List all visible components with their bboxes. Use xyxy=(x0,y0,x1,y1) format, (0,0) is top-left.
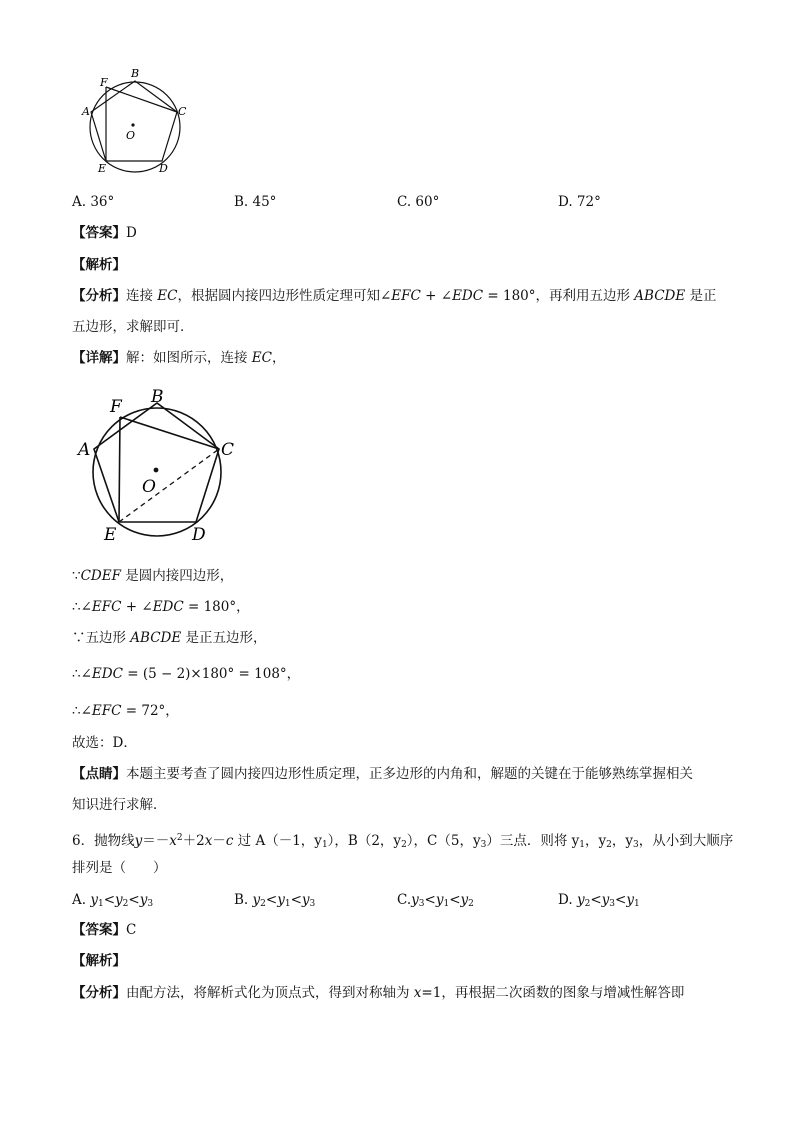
step-3: ∵五边形 ABCDE 是正五边形， xyxy=(72,630,267,646)
fenxi-line-2: 五边形，求解即可． xyxy=(72,319,194,335)
step-6: 故选：D． xyxy=(72,735,137,751)
label-b: B xyxy=(131,67,140,80)
pentagon-figure-large xyxy=(72,382,252,547)
label-b: B xyxy=(151,387,164,407)
label-d: D xyxy=(159,162,168,175)
q6-stem-line-1: 6．抛物线$y=-x^2+2x-c$ 过 A（－1，$y_1$），B（2，$y_2$），C（5，$y_3$）三点．则将 $y_1$，$y_2$，$y_3$，从小到大顺序 xyxy=(72,833,734,850)
option-c[interactable]: C. 60° xyxy=(397,194,440,210)
answer-line: 【答案】D xyxy=(72,225,137,241)
xiangjie-line: 【详解】解：如图所示，连接 EC， xyxy=(72,350,286,366)
label-o: O xyxy=(142,477,156,497)
pentagon-figure-small xyxy=(78,64,198,179)
label-e: E xyxy=(98,162,107,175)
analysis-heading: 【解析】 xyxy=(72,257,126,273)
label-f: F xyxy=(110,397,122,417)
q6-answer-line: 【答案】C xyxy=(72,922,137,938)
label-c: C xyxy=(178,105,187,118)
label-f: F xyxy=(100,76,108,89)
label-a: A xyxy=(82,105,90,118)
step-5: ∴∠EFC = 72°， xyxy=(72,703,179,719)
option-b[interactable]: B. 45° xyxy=(234,194,277,210)
segment-fc xyxy=(106,87,177,112)
q6-option-b[interactable]: B. $y_2<y_1<y_3$ xyxy=(234,892,316,909)
label-o: O xyxy=(126,129,136,142)
segment-ec-dashed xyxy=(119,449,219,522)
center-point xyxy=(154,468,159,473)
fenxi-line-1: 【分析】连接 EC，根据圆内接四边形性质定理可知∠EFC + ∠EDC = 180°，再利用五边形 ABCDE 是正 xyxy=(72,288,717,304)
label-e: E xyxy=(104,525,117,545)
q6-fenxi-line: 【分析】由配方法，将解析式化为顶点式，得到对称轴为 x=1，再根据二次函数的图象与增减性解答即 xyxy=(72,985,685,1001)
q6-option-d[interactable]: D. $y_2<y_3<y_1$ xyxy=(558,892,640,909)
step-1: ∵CDEF 是圆内接四边形， xyxy=(72,568,234,584)
dianjing-line-1: 【点睛】本题主要考查了圆内接四边形性质定理，正多边形的内角和，解题的关键在于能够熟练掌握相关 xyxy=(72,766,693,782)
center-point xyxy=(131,123,134,126)
label-c: C xyxy=(221,440,235,460)
q6-option-c[interactable]: $C.y_3<y_1<y_2$ xyxy=(397,892,474,909)
step-2: ∴∠EFC + ∠EDC = 180°， xyxy=(72,599,250,615)
label-a: A xyxy=(78,440,91,460)
q6-analysis-heading: 【解析】 xyxy=(72,953,126,969)
label-d: D xyxy=(192,525,206,545)
q6-stem-line-2: 排列是（ ） xyxy=(72,860,167,876)
option-a[interactable]: A. 36° xyxy=(72,194,115,210)
step-4: ∴∠EDC = (5 − 2)×180° = 108°， xyxy=(72,666,301,682)
circumcircle xyxy=(90,82,180,172)
q6-option-a[interactable]: A. $y_1<y_2<y_3$ xyxy=(72,892,154,909)
option-d[interactable]: D. 72° xyxy=(558,194,601,210)
segment-fc xyxy=(120,417,219,449)
segment-fe xyxy=(119,417,120,522)
dianjing-line-2: 知识进行求解． xyxy=(72,797,167,813)
